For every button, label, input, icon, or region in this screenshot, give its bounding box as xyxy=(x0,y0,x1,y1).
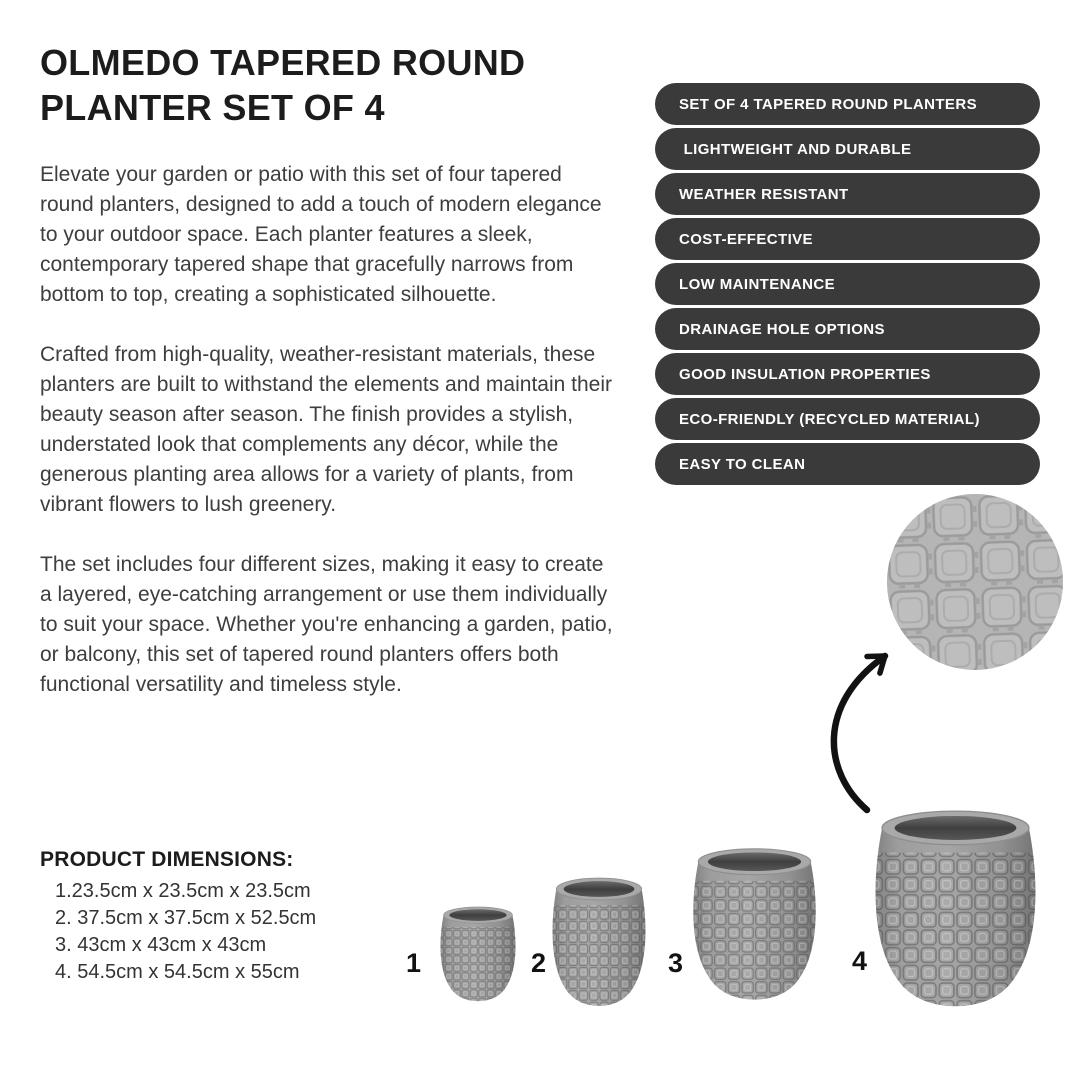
dimension-item: 2. 37.5cm x 37.5cm x 52.5cm xyxy=(55,907,317,929)
description-paragraph: The set includes four different sizes, making it easy to create a layered, eye-catching arrangement or use them individually to suit your space. Whether you're enhancing a garden, patio, or balcony, this set of tapered round planters offers both functional versatility and timeless style. xyxy=(40,553,613,696)
dimension-item: 4. 54.5cm x 54.5cm x 55cm xyxy=(55,961,300,983)
feature-badge-label: ECO-FRIENDLY (RECYCLED MATERIAL) xyxy=(679,410,980,428)
feature-badge-label: EASY TO CLEAN xyxy=(679,455,806,473)
dimension-item: 1.23.5cm x 23.5cm x 23.5cm xyxy=(55,880,311,902)
feature-badge xyxy=(655,398,1040,440)
feature-badge xyxy=(655,83,1040,125)
planter-image-4 xyxy=(866,805,1045,1008)
dimensions-heading: PRODUCT DIMENSIONS: xyxy=(40,848,294,871)
feature-badge-label: DRAINAGE HOLE OPTIONS xyxy=(679,320,885,338)
planter-image-2 xyxy=(547,874,651,1007)
feature-badge xyxy=(655,308,1040,350)
planter-number-3: 3 xyxy=(668,948,684,978)
planter-number-2: 2 xyxy=(531,948,547,978)
curved-arrow-icon xyxy=(815,632,925,817)
feature-badge-label: SET OF 4 TAPERED ROUND PLANTERS xyxy=(679,95,977,113)
description-paragraph: Crafted from high-quality, weather-resistant materials, these planters are built to withstand the elements and maintain their beauty season after season. The finish provides a stylish, understated look that complements any décor, while the generous planting area allows for a variety of plants, from vibrant flowers to lush greenery. xyxy=(40,343,612,516)
feature-badge-label: LIGHTWEIGHT AND DURABLE xyxy=(679,140,912,158)
feature-badge-label: LOW MAINTENANCE xyxy=(679,275,835,293)
planter-number-4: 4 xyxy=(852,946,868,976)
feature-badge-list xyxy=(655,83,1040,488)
feature-badge xyxy=(655,263,1040,305)
page-title-line-2: PLANTER SET OF 4 xyxy=(40,87,385,128)
description-paragraph: Elevate your garden or patio with this set of four tapered round planters, designed to add a touch of modern elegance to your outdoor space. Each planter features a sleek, contemporary tapered shape that gracefully narrows from bottom to top, creating a sophisticated silhouette. xyxy=(40,163,602,306)
feature-badge-label: COST-EFFECTIVE xyxy=(679,230,813,248)
feature-badge-label: WEATHER RESISTANT xyxy=(679,185,849,203)
planter-image-3 xyxy=(686,844,823,1001)
feature-badge xyxy=(655,353,1040,395)
product-description xyxy=(40,160,618,730)
feature-badge xyxy=(655,218,1040,260)
feature-badge xyxy=(655,128,1040,170)
feature-badge xyxy=(655,173,1040,215)
feature-badge-label: GOOD INSULATION PROPERTIES xyxy=(679,365,931,383)
dimensions-list xyxy=(55,878,316,986)
planter-number-1: 1 xyxy=(406,948,422,978)
planter-image-1 xyxy=(436,904,520,1002)
page-title xyxy=(40,40,680,130)
page-title-line-1: OLMEDO TAPERED ROUND xyxy=(40,42,526,83)
dimension-item: 3. 43cm x 43cm x 43cm xyxy=(55,934,267,956)
feature-badge xyxy=(655,443,1040,485)
